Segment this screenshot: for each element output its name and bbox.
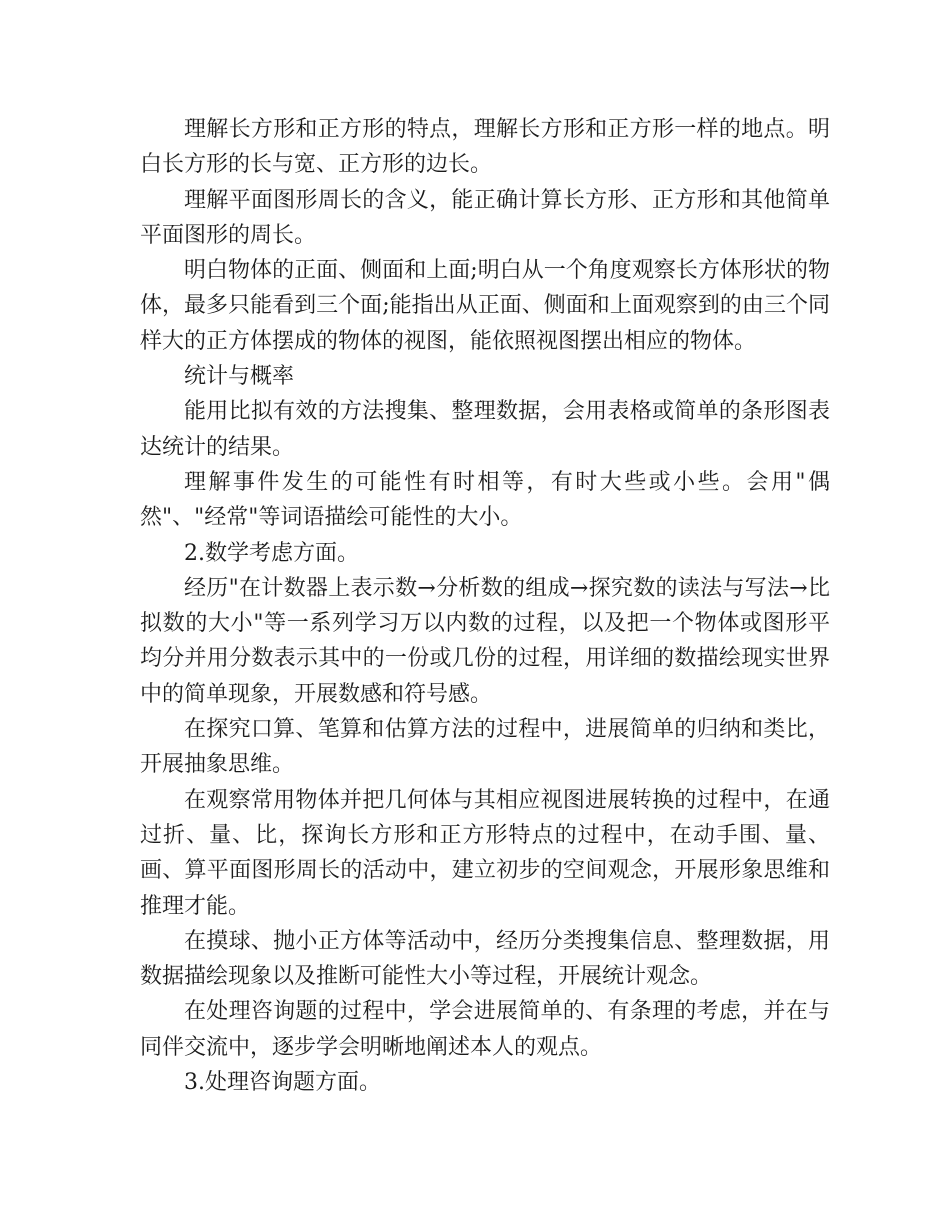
- paragraph-views: 明白物体的正面、侧面和上面;明白从一个角度观察长方体形状的物体，最多只能看到三个面;能指出从正面、侧面和上面观察到的由三个同样大的正方体摆成的物体的视图，能依照视图摆出相应的物体。: [140, 258, 830, 354]
- paragraph-number-sense: 经历"在计数器上表示数→分析数的组成→探究数的读法与写法→比拟数的大小"等一系列学习万以内数的过程，以及把一个物体或图形平均分并用分数表示其中的一份或几份的过程，用详细的数描绘现实世界中的简单现象，开展数感和符号感。: [140, 575, 830, 707]
- paragraph-rectangle-square: 理解长方形和正方形的特点，理解长方形和正方形一样的地点。明白长方形的长与宽、正方形的边长。: [140, 117, 830, 178]
- paragraph-statistics-concept: 在摸球、抛小正方体等活动中，经历分类搜集信息、整理数据，用数据描绘现象以及推断可能性大小等过程，开展统计观念。: [140, 928, 830, 990]
- section-heading-statistics: 统计与概率: [184, 364, 295, 390]
- document-body: [140, 112, 830, 1100]
- section-heading-math-thinking: 2.数学考虑方面。: [184, 540, 359, 566]
- paragraph-probability: 理解事件发生的可能性有时相等，有时大些或小些。会用"偶然"、"经常"等词语描绘可能性的大小。: [140, 469, 830, 531]
- paragraph-spatial-concept: 在观察常用物体并把几何体与其相应视图进展转换的过程中，在通过折、量、比，探询长方形和正方形特点的过程中，在动手围、量、画、算平面图形周长的活动中，建立初步的空间观念，开展形象思维和推理才能。: [140, 787, 830, 919]
- paragraph-communication: 在处理咨询题的过程中，学会进展简单的、有条理的考虑，并在与同伴交流中，逐步学会明晰地阐述本人的观点。: [140, 999, 830, 1060]
- paragraph-abstract-thinking: 在探究口算、笔算和估算方法的过程中，进展简单的归纳和类比，开展抽象思维。: [140, 717, 830, 778]
- section-heading-problem-solving: 3.处理咨询题方面。: [184, 1070, 381, 1096]
- paragraph-data-collection: 能用比拟有效的方法搜集、整理数据，会用表格或简单的条形图表达统计的结果。: [140, 399, 830, 460]
- paragraph-perimeter: 理解平面图形周长的含义，能正确计算长方形、正方形和其他简单平面图形的周长。: [140, 187, 830, 248]
